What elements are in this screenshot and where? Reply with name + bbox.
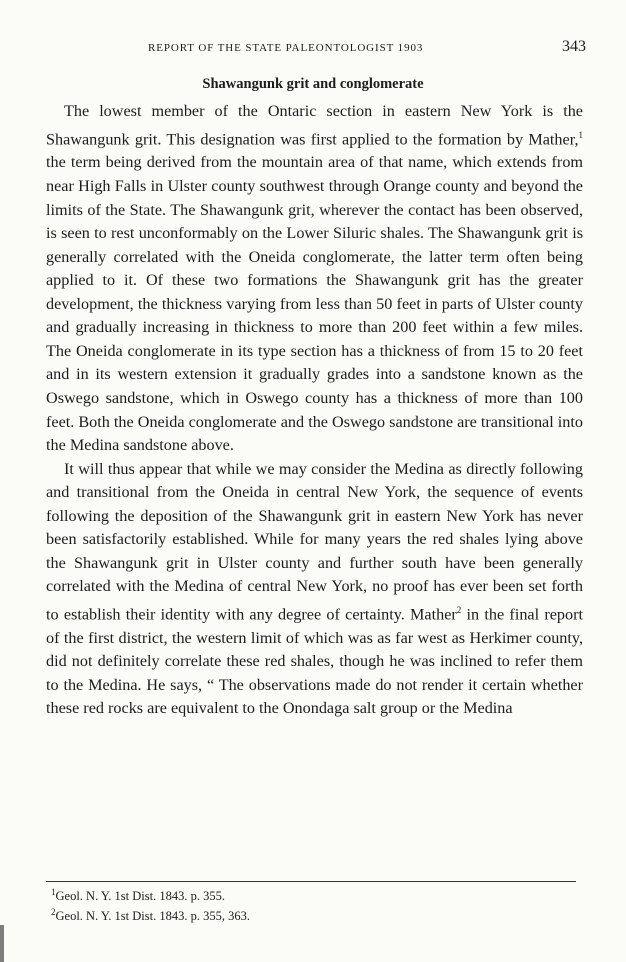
body-text — [46, 100, 583, 721]
footnotes — [51, 884, 250, 924]
paragraph-2-text-a: It will thus appear that while we may consider the Medina as directly following and transitional from the Oneida in central New York, the sequence of events following the deposition of the Shawangunk grit in eastern New York has never been satisfactorily established. While for many years the red shales lying above the Shawangunk grit in Ulster county and further south have been generally correlated with the Medina of central New York, no proof has ever been set forth to establish their identity with any degree of certainty. Mather — [46, 459, 583, 624]
running-head-title: REPORT OF THE STATE PALEONTOLOGIST 1903 — [148, 42, 424, 54]
footnote-1 — [51, 884, 250, 904]
footnote-text-1: Geol. N. Y. 1st Dist. 1843. p. 355. — [55, 889, 225, 904]
footnote-text-2: Geol. N. Y. 1st Dist. 1843. p. 355, 363. — [55, 909, 250, 924]
paragraph-1-text-a: The lowest member of the Ontaric section in eastern New York is the Shawangunk grit. This designation was first applied to the formation by Mather, — [46, 102, 583, 148]
paragraph-2-text-b: in the final report of the first district, the western limit of which was as far west as Herkimer county, did not definitely correlate these red shales, though he was inclined to refer them to the Medina. He says, “ The observations made do not render it certain whether these red rocks are equivalent to the Onondaga salt group or the Medina — [46, 605, 583, 718]
footnote-ref-1: 1 — [578, 129, 583, 140]
page-number: 343 — [562, 38, 586, 55]
paragraph-1-text-b: the term being derived from the mountain area of that name, which extends from near High Falls in Ulster county southwest through Orange county and beyond the limits of the State. The Shawangunk grit, wherever the contact has been observed, is seen to rest unconformably on the Lower Siluric shales. The Shawangunk grit is generally correlated with the Oneida conglomerate, the latter term often being applied to it. Of these two formations the Shawangunk grit has the greater development, the thickness varying from less than 50 feet in parts of Ulster county and gradually increasing in thickness to more than 200 feet within a few miles. The Oneida conglomerate in its type section has a thickness of from 15 to 20 feet and in its western extension it gradually grades into a sandstone known as the Oswego sandstone, which in Oswego county has a thickness of more than 100 feet. Both the Oneida conglomerate and the Oswego sandstone are transitional into the Medina sandstone above. — [46, 153, 583, 455]
footnote-ref-2: 2 — [456, 604, 462, 615]
footnote-2 — [51, 904, 250, 924]
footnote-marker-1: 1 — [51, 887, 56, 897]
footnote-marker-2: 2 — [51, 907, 56, 918]
scan-edge-mark — [0, 925, 4, 962]
section-heading: Shawangunk grit and conglomerate — [202, 76, 424, 92]
footnote-rule — [46, 881, 576, 882]
paragraph-1 — [46, 100, 583, 458]
running-head — [46, 38, 586, 60]
paragraph-2 — [46, 458, 583, 721]
